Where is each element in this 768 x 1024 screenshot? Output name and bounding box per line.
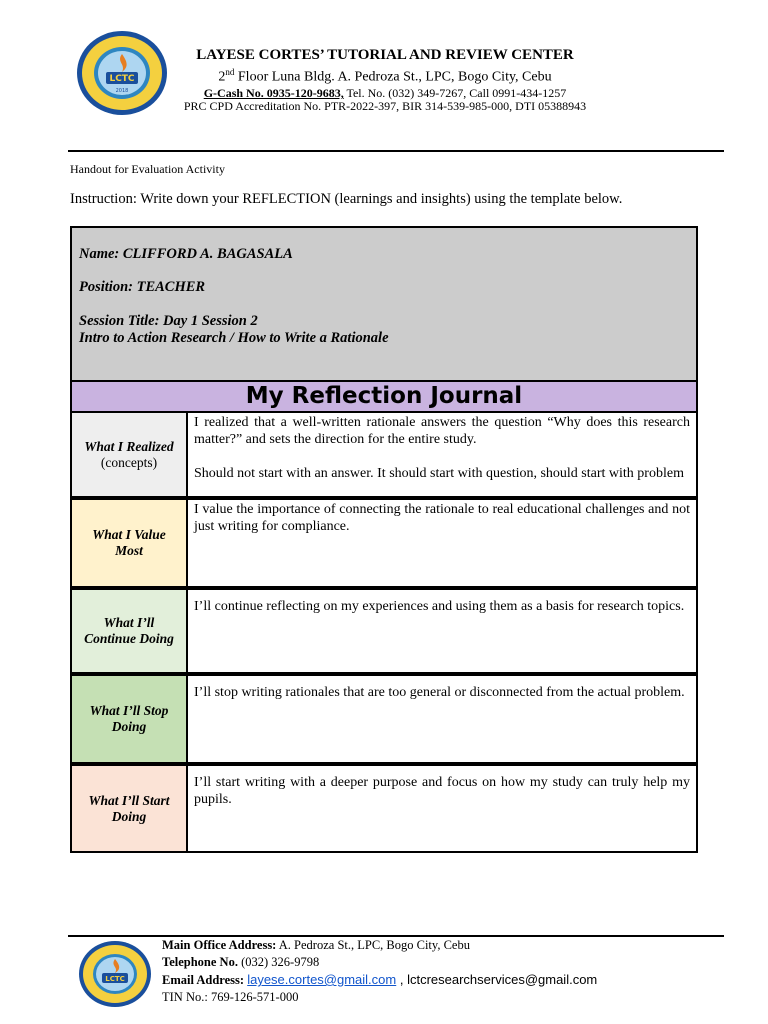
- journal-title: My Reflection Journal: [245, 383, 523, 409]
- org-address: 2nd Floor Luna Bldg. A. Pedroza St., LPC, Bogo City, Cebu: [218, 67, 552, 85]
- journal-title-band: [70, 380, 698, 413]
- row-label-cell: [70, 498, 188, 588]
- logo-year: 2018: [115, 88, 129, 94]
- row-label: What I Realized: [84, 438, 174, 454]
- row-label: What I’ll Stop Doing: [89, 703, 169, 734]
- handout-label: Handout for Evaluation Activity: [70, 162, 225, 176]
- footer-email: Email Address: layese.cortes@gmail.com , lctcresearchservices@gmail.com: [162, 972, 598, 987]
- row-label-cell: [70, 764, 188, 853]
- row-content-cell[interactable]: [186, 411, 698, 498]
- logo-center-text: LCTC: [105, 975, 125, 983]
- lctc-logo-footer: [72, 940, 158, 1008]
- reflection-row-continue: [70, 588, 698, 674]
- instruction-text: Instruction: Write down your REFLECTION (learnings and insights) using the template below.: [70, 191, 623, 207]
- footer-rule: [68, 935, 724, 937]
- participant-name: Name: CLIFFORD A. BAGASALA: [79, 246, 293, 262]
- row-paragraph: I’ll stop writing rationales that are too general or disconnected from the actual problem.: [194, 685, 685, 700]
- row-content-cell[interactable]: [186, 498, 698, 588]
- session-subtitle: Intro to Action Research / How to Write a Rationale: [79, 330, 389, 346]
- header-rule: [68, 150, 724, 152]
- row-paragraph: I realized that a well-written rationale answers the question “Why does this research matter?” and sets the direction for the entire study.: [194, 415, 690, 447]
- reflection-row-stop: [70, 674, 698, 764]
- row-content-cell[interactable]: [186, 764, 698, 853]
- footer-telephone: Telephone No. (032) 326-9798: [162, 955, 320, 969]
- footer-main-office: Main Office Address: A. Pedroza St., LPC, Bogo City, Cebu: [162, 938, 470, 952]
- row-label: What I’ll Continue Doing: [84, 615, 174, 646]
- org-accreditation: PRC CPD Accreditation No. PTR-2022-397, BIR 314-539-985-000, DTI 05388943: [183, 99, 587, 113]
- email-secondary: , lctcresearchservices@gmail.com: [396, 972, 598, 987]
- row-paragraph: I value the importance of connecting the rationale to real educational challenges and not just writing for compliance.: [194, 502, 690, 534]
- logo-center-text: LCTC: [109, 74, 135, 84]
- row-label-cell: [70, 411, 188, 498]
- phone-numbers: Tel. No. (032) 349-7267, Call 0991-434-1257: [343, 86, 567, 100]
- row-sublabel: (concepts): [100, 454, 158, 470]
- row-content-cell[interactable]: [186, 588, 698, 674]
- gcash-number: G-Cash No. 0935-120-9683,: [203, 86, 344, 100]
- row-paragraph: I’ll start writing with a deeper purpose and focus on how my study can truly help my pupils.: [194, 775, 690, 807]
- row-paragraph: I’ll continue reflecting on my experiences and using them as a basis for research topics.: [194, 599, 685, 614]
- row-paragraph: Should not start with an answer. It should start with question, should start with problem: [194, 466, 684, 481]
- row-label: What I Value Most: [92, 527, 166, 558]
- row-label-cell: [70, 674, 188, 764]
- row-label: What I’ll Start Doing: [88, 792, 170, 824]
- participant-info-box: [70, 226, 698, 382]
- row-content-cell[interactable]: [186, 674, 698, 764]
- org-name: LAYESE CORTES’ TUTORIAL AND REVIEW CENTER: [196, 47, 574, 63]
- footer-tin: TIN No.: 769-126-571-000: [162, 990, 299, 1004]
- session-title: Session Title: Day 1 Session 2: [79, 313, 258, 329]
- participant-position: Position: TEACHER: [79, 279, 206, 295]
- reflection-row-start: [70, 764, 698, 853]
- reflection-row-realized: [70, 411, 698, 498]
- lctc-logo: [76, 30, 168, 116]
- reflection-row-value: [70, 498, 698, 588]
- row-label-cell: [70, 588, 188, 674]
- email-link-primary[interactable]: layese.cortes@gmail.com: [247, 972, 397, 987]
